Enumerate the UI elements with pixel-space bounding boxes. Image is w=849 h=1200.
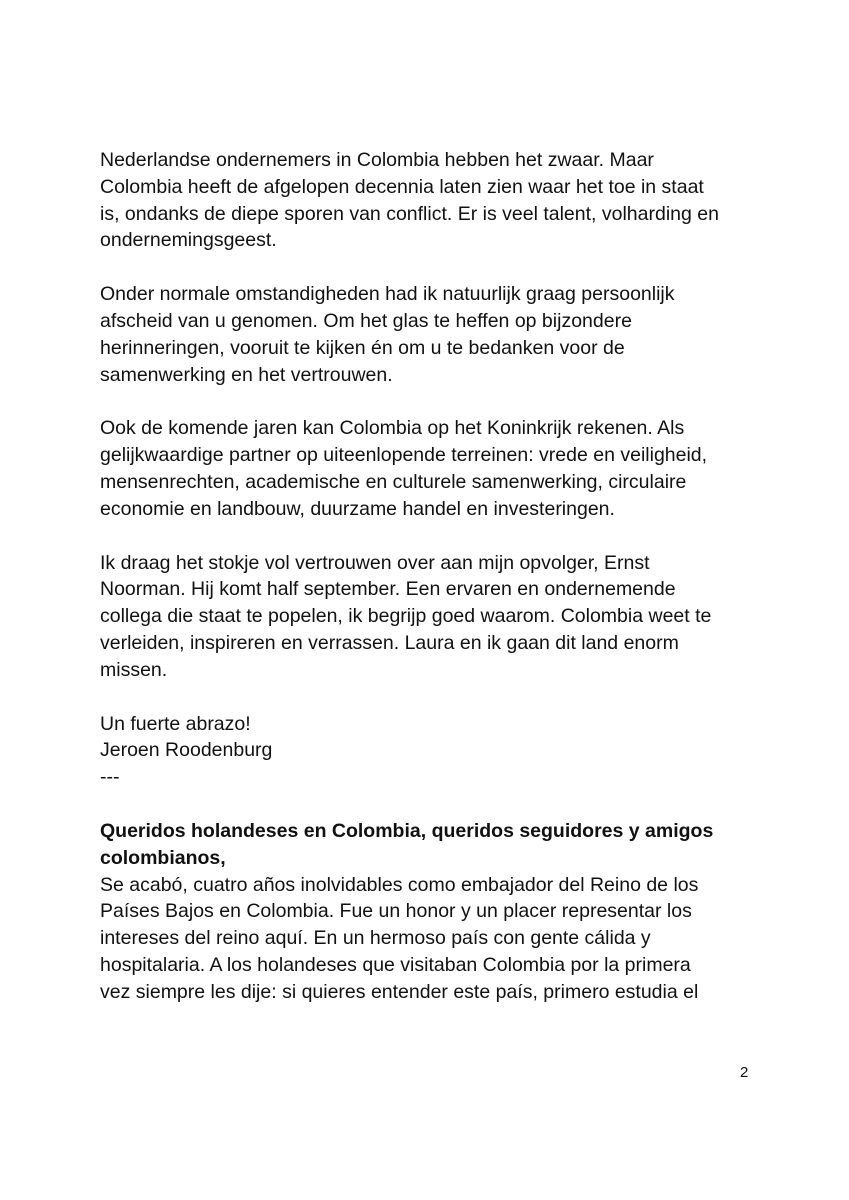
text-line: Nederlandse ondernemers in Colombia hebben het zwaar. Maar <box>100 149 654 171</box>
text-line: Ik draag het stokje vol vertrouwen over aan mijn opvolger, Ernst <box>100 551 650 574</box>
section-separator: --- <box>100 766 120 789</box>
document-body <box>100 147 750 1006</box>
text-line: Países Bajos en Colombia. Fue un honor y un placer representar los <box>100 900 692 923</box>
text-line: Se acabó, cuatro años inolvidables como embajador del Reino de los <box>100 873 699 896</box>
text-line: is, ondanks de diepe sporen van conflict. Er is veel talent, volharding en <box>100 202 719 225</box>
section-heading-line: colombianos, <box>100 846 226 869</box>
text-line: samenwerking en het vertrouwen. <box>100 363 393 386</box>
text-line: Noorman. Hij komt half september. Een ervaren en ondernemende <box>100 578 676 601</box>
text-line: verleiden, inspireren en verrassen. Laura en ik gaan dit land enorm <box>100 631 679 654</box>
text-line: collega die staat te popelen, ik begrijp goed waarom. Colombia weet te <box>100 605 712 628</box>
text-line: missen. <box>100 658 168 681</box>
text-line: ondernemingsgeest. <box>100 229 277 252</box>
text-line: Colombia heeft de afgelopen decennia laten zien waar het toe in staat <box>100 175 704 198</box>
text-line: Ook de komende jaren kan Colombia op het Koninkrijk rekenen. Als <box>100 417 685 440</box>
text-line: mensenrechten, academische en culturele samenwerking, circulaire <box>100 470 687 493</box>
paragraph-2 <box>100 281 750 388</box>
text-line: vez siempre les dije: si quieres entender este país, primero estudia el <box>100 980 699 1003</box>
closing-block <box>100 711 750 791</box>
text-line: economie en landbouw, duurzame handel en investeringen. <box>100 497 615 520</box>
spanish-section <box>100 818 750 1006</box>
paragraph-1 <box>100 147 750 254</box>
text-line: herinneringen, vooruit te kijken én om u te bedanken voor de <box>100 336 625 359</box>
text-line: intereses del reino aquí. En un hermoso país con gente cálida y <box>100 927 651 950</box>
closing-greeting: Un fuerte abrazo! <box>100 712 251 735</box>
signature-name: Jeroen Roodenburg <box>100 739 273 762</box>
paragraph-4 <box>100 550 750 684</box>
page-number: 2 <box>740 1064 749 1081</box>
paragraph-3 <box>100 415 750 522</box>
text-line: Onder normale omstandigheden had ik natuurlijk graag persoonlijk <box>100 283 675 306</box>
text-line: gelijkwaardige partner op uiteenlopende terreinen: vrede en veiligheid, <box>100 444 708 467</box>
text-line: afscheid van u genomen. Om het glas te heffen op bijzondere <box>100 309 632 332</box>
text-line: hospitalaria. A los holandeses que visitaban Colombia por la primera <box>100 953 691 976</box>
section-heading-line: Queridos holandeses en Colombia, queridos seguidores y amigos <box>100 819 714 842</box>
